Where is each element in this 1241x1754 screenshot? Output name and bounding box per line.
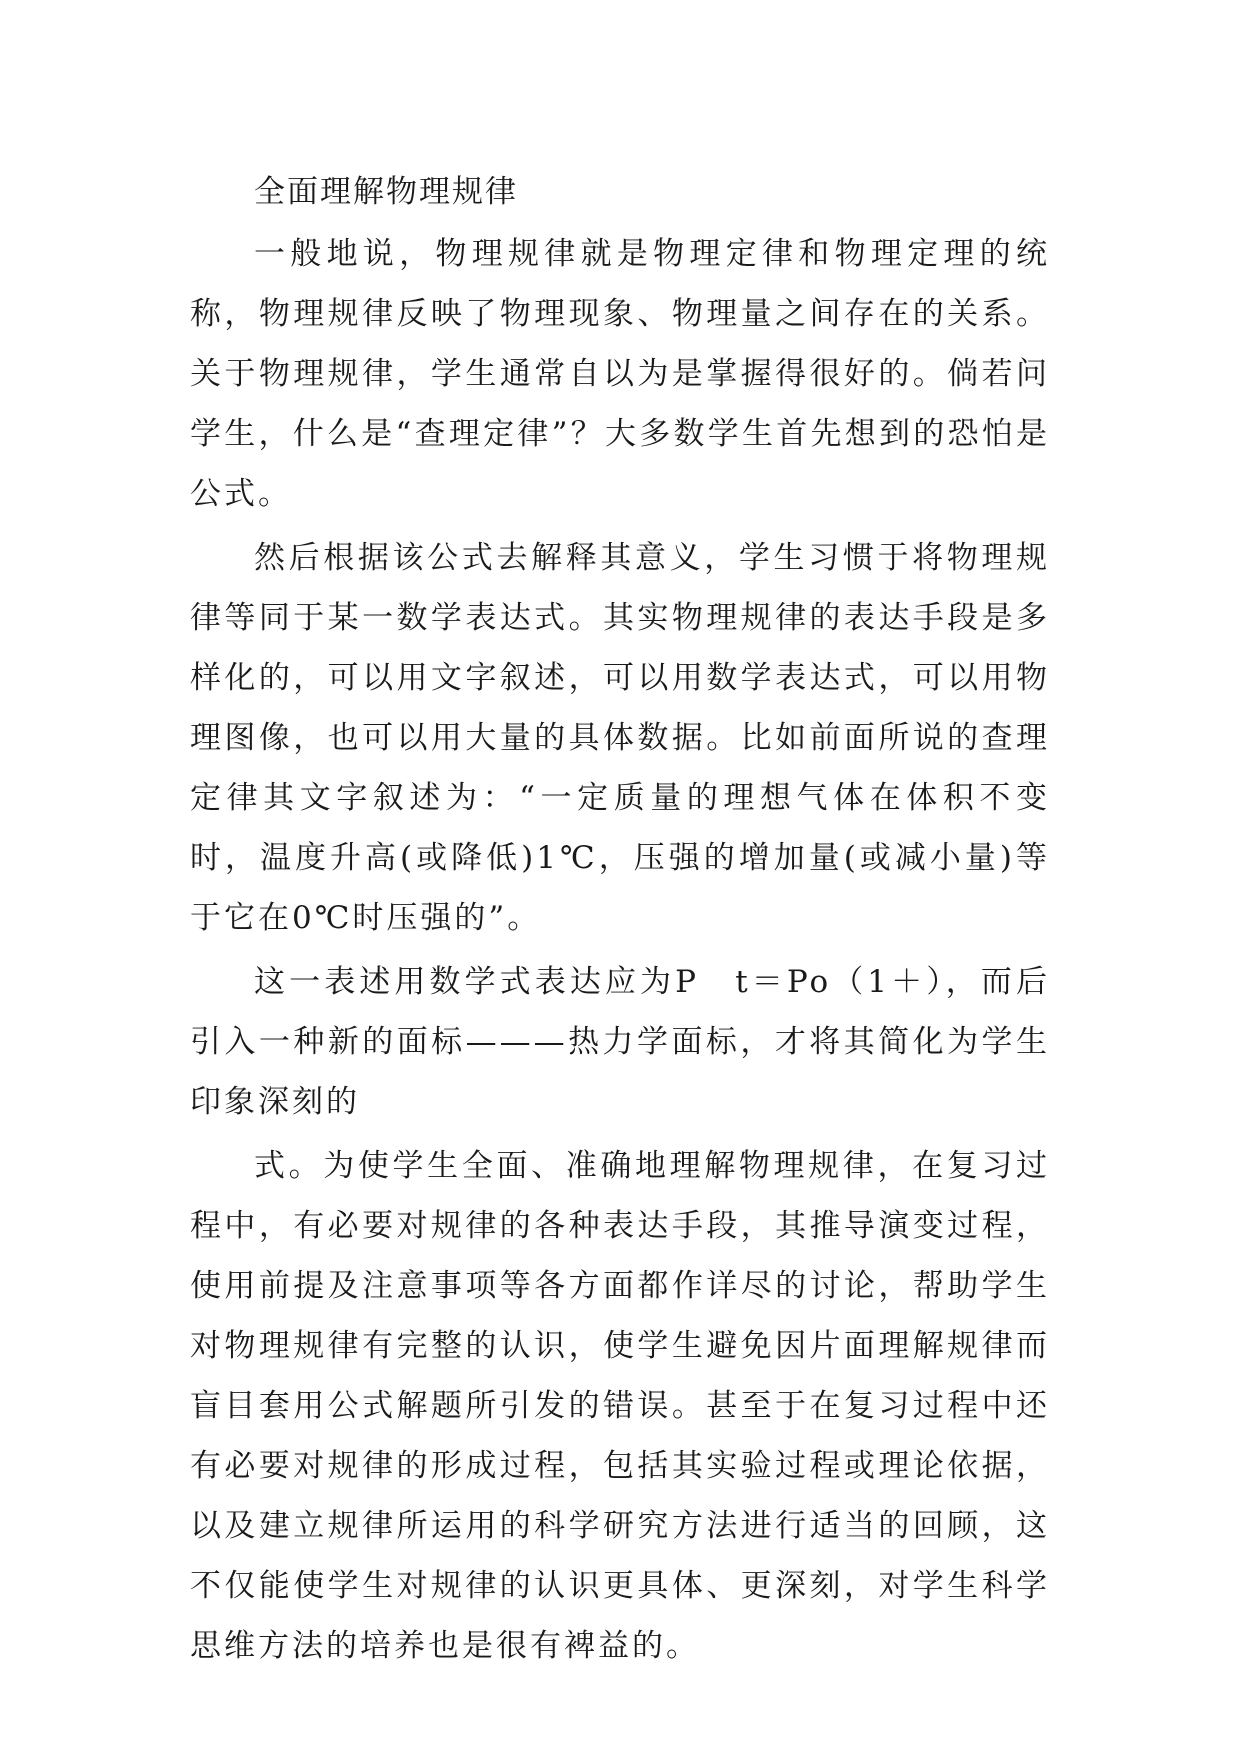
document-page bbox=[190, 160, 1050, 1676]
paragraph-4: 式。为使学生全面、准确地理解物理规律，在复习过程中，有必要对规律的各种表达手段，其推导演变过程，使用前提及注意事项等各方面都作详尽的讨论，帮助学生对物理规律有完整的认识，使学生避免因片面理解规律而盲目套用公式解题所引发的错误。甚至于在复习过程中还有必要对规律的形成过程，包括其实验过程或理论依据，以及建立规律所运用的科学研究方法进行适当的回顾，这不仅能使学生对规律的认识更具体、更深刻，对学生科学思维方法的培养也是很有裨益的。 bbox=[190, 1148, 1050, 1664]
paragraph-3: 这一表述用数学式表达应为P t＝Po（1＋），而后引入一种新的面标———热力学面标，才将其简化为学生印象深刻的 bbox=[190, 964, 1050, 1120]
document-title: 全面理解物理规律 bbox=[254, 174, 518, 210]
paragraph-2: 然后根据该公式去解释其意义，学生习惯于将物理规律等同于某一数学表达式。其实物理规律的表达手段是多样化的，可以用文字叙述，可以用数学表达式，可以用物理图像，也可以用大量的具体数据。比如前面所说的查理定律其文字叙述为：“一定质量的理想气体在体积不变时，温度升高(或降低)1℃，压强的增加量(或减小量)等于它在0℃时压强的”。 bbox=[190, 540, 1050, 936]
paragraph-1: 一般地说，物理规律就是物理定律和物理定理的统称，物理规律反映了物理现象、物理量之间存在的关系。关于物理规律，学生通常自以为是掌握得很好的。倘若问学生，什么是“查理定律”？大多数学生首先想到的恐怕是公式。 bbox=[190, 236, 1050, 512]
